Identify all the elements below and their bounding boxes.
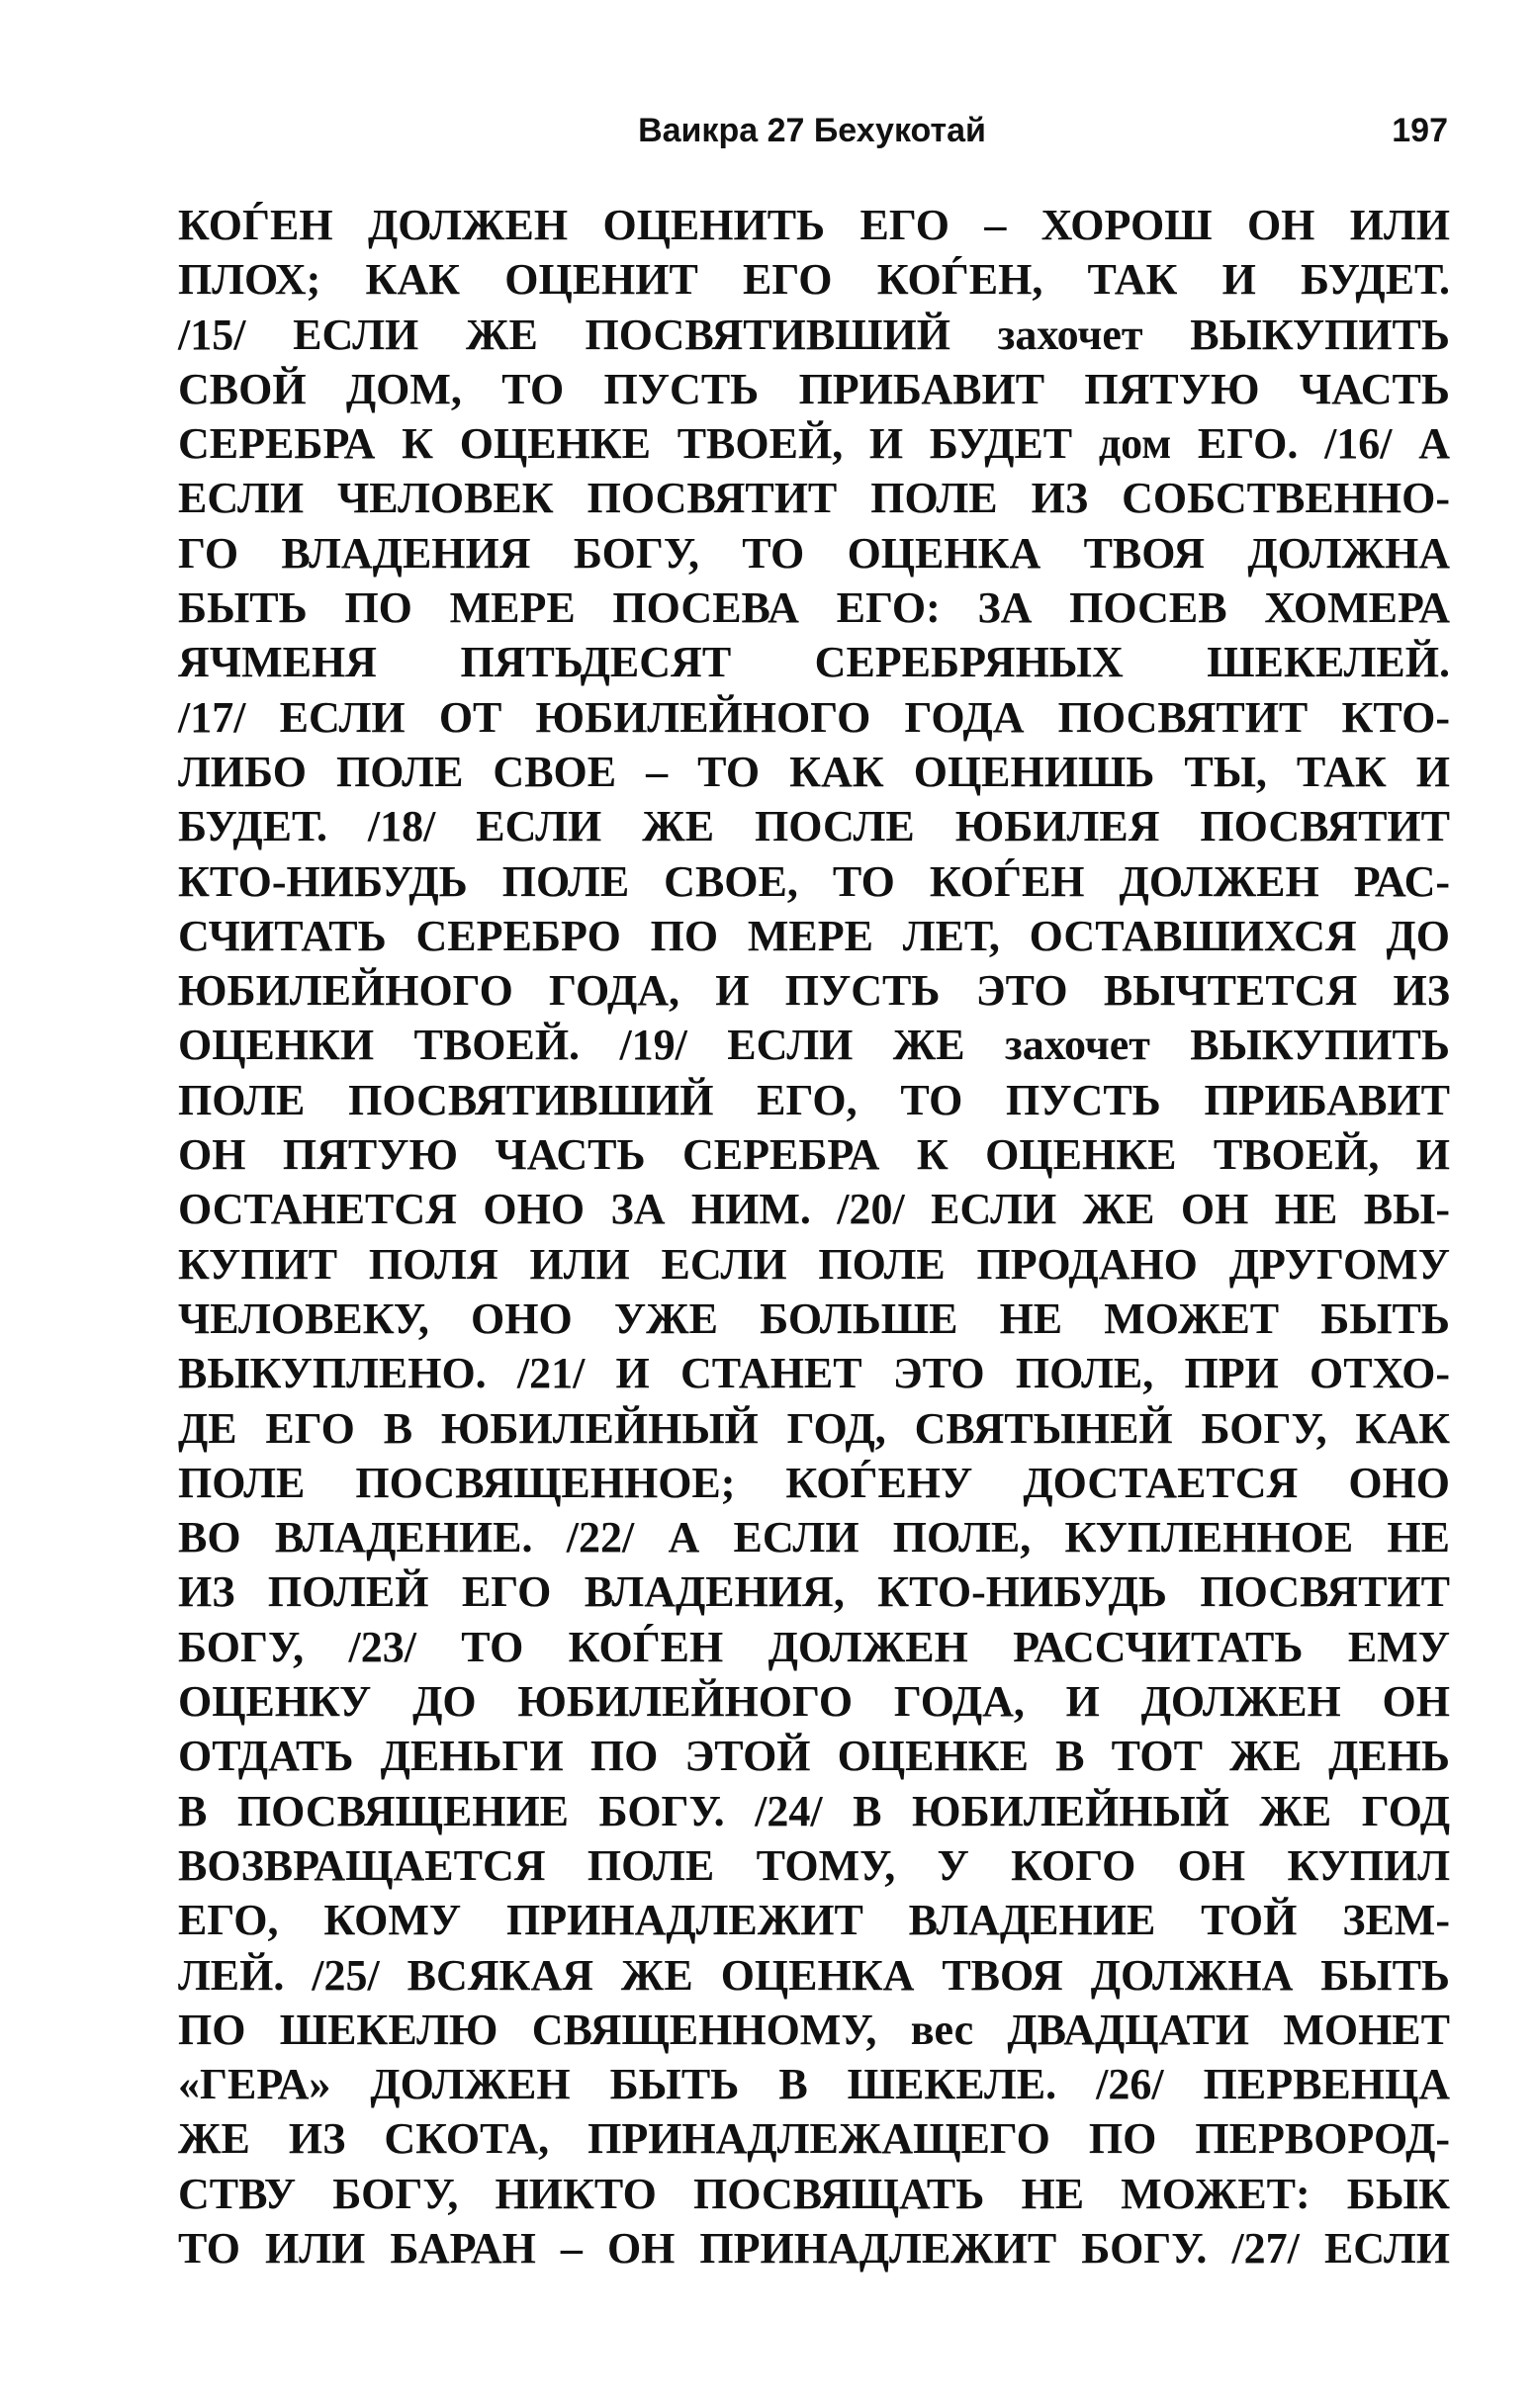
text-line: ОЦЕНКУ ДО ЮБИЛЕЙНОГО ГОДА, И ДОЛЖЕН ОН bbox=[178, 1677, 1450, 1727]
text-line: КОЃЕН ДОЛЖЕН ОЦЕНИТЬ ЕГО – ХОРОШ ОН ИЛИ bbox=[178, 201, 1450, 249]
text-line: ПЛОХ; КАК ОЦЕНИТ ЕГО КОЃЕН, ТАК И БУДЕТ. bbox=[178, 255, 1450, 305]
text-line: БУДЕТ. /18/ ЕСЛИ ЖЕ ПОСЛЕ ЮБИЛЕЯ ПОСВЯТИТ bbox=[178, 802, 1450, 851]
text-line: СТВУ БОГУ, НИКТО ПОСВЯЩАТЬ НЕ МОЖЕТ: БЫК bbox=[178, 2169, 1450, 2218]
text-line: КТО-НИБУДЬ ПОЛЕ СВОЕ, ТО КОЃЕН ДОЛЖЕН РАС- bbox=[178, 856, 1450, 906]
text-line: ВО ВЛАДЕНИЕ. /22/ А ЕСЛИ ПОЛЕ, КУПЛЕННОЕ НЕ bbox=[178, 1513, 1450, 1562]
text-line: ИЗ ПОЛЕЙ ЕГО ВЛАДЕНИЯ, КТО-НИБУДЬ ПОСВЯТИТ bbox=[178, 1567, 1450, 1617]
text-line: ВЫКУПЛЕНО. /21/ И СТАНЕТ ЭТО ПОЛЕ, ПРИ ОТХО- bbox=[178, 1349, 1450, 1398]
text-line: ДЕ ЕГО В ЮБИЛЕЙНЫЙ ГОД, СВЯТЫНЕЙ БОГУ, КАК bbox=[178, 1403, 1450, 1453]
text-line: ЖЕ ИЗ СКОТА, ПРИНАДЛЕЖАЩЕГО ПО ПЕРВОРОД- bbox=[178, 2114, 1450, 2164]
text-line: ЯЧМЕНЯ ПЯТЬДЕСЯТ СЕРЕБРЯНЫХ ШЕКЕЛЕЙ. bbox=[178, 638, 1450, 687]
text-line: «ГЕРА» ДОЛЖЕН БЫТЬ В ШЕКЕЛЕ. /26/ ПЕРВЕНЦА bbox=[178, 2060, 1450, 2109]
text-line: ОЦЕНКИ ТВОЕЙ. /19/ ЕСЛИ ЖЕ захочет ВЫКУПИТЬ bbox=[178, 1021, 1450, 1070]
text-line: ЕГО, КОМУ ПРИНАДЛЕЖИТ ВЛАДЕНИЕ ТОЙ ЗЕМ- bbox=[178, 1896, 1450, 1945]
text-line: В ПОСВЯЩЕНИЕ БОГУ. /24/ В ЮБИЛЕЙНЫЙ ЖЕ ГОД bbox=[178, 1786, 1450, 1835]
text-line: ЛЕЙ. /25/ ВСЯКАЯ ЖЕ ОЦЕНКА ТВОЯ ДОЛЖНА БЫТЬ bbox=[178, 1950, 1450, 2000]
text-line: СЧИТАТЬ СЕРЕБРО ПО МЕРЕ ЛЕТ, ОСТАВШИХСЯ ДО bbox=[178, 911, 1450, 960]
running-title: Ваикра 27 Бехукотай bbox=[638, 112, 986, 149]
text-line: КУПИТ ПОЛЯ ИЛИ ЕСЛИ ПОЛЕ ПРОДАНО ДРУГОМУ bbox=[178, 1239, 1450, 1289]
text-line: ВОЗВРАЩАЕТСЯ ПОЛЕ ТОМУ, У КОГО ОН КУПИЛ bbox=[178, 1840, 1450, 1890]
text-line: ПОЛЕ ПОСВЯТИВШИЙ ЕГО, ТО ПУСТЬ ПРИБАВИТ bbox=[178, 1075, 1450, 1124]
text-line: ТО ИЛИ БАРАН – ОН ПРИНАДЛЕЖИТ БОГУ. /27/ ЕСЛИ bbox=[178, 2223, 1450, 2273]
text-line: ПО ШЕКЕЛЮ СВЯЩЕННОМУ, вес ДВАДЦАТИ МОНЕТ bbox=[178, 2005, 1450, 2054]
text-line: ЮБИЛЕЙНОГО ГОДА, И ПУСТЬ ЭТО ВЫЧТЕТСЯ ИЗ bbox=[178, 966, 1450, 1016]
text-line: СЕРЕБРА К ОЦЕНКЕ ТВОЕЙ, И БУДЕТ дом ЕГО. /16/ А bbox=[178, 419, 1450, 469]
text-line: /15/ ЕСЛИ ЖЕ ПОСВЯТИВШИЙ захочет ВЫКУПИТЬ bbox=[178, 310, 1450, 359]
text-line: БОГУ, /23/ ТО КОЃЕН ДОЛЖЕН РАССЧИТАТЬ ЕМУ bbox=[178, 1622, 1450, 1671]
text-line: ЛИБО ПОЛЕ СВОЕ – ТО КАК ОЦЕНИШЬ ТЫ, ТАК И bbox=[178, 747, 1450, 796]
text-line: ОН ПЯТУЮ ЧАСТЬ СЕРЕБРА К ОЦЕНКЕ ТВОЕЙ, И bbox=[178, 1130, 1450, 1180]
text-line: БЫТЬ ПО МЕРЕ ПОСЕВА ЕГО: ЗА ПОСЕВ ХОМЕРА bbox=[178, 583, 1450, 633]
text-line: СВОЙ ДОМ, ТО ПУСТЬ ПРИБАВИТ ПЯТУЮ ЧАСТЬ bbox=[178, 364, 1450, 413]
text-line: ОТДАТЬ ДЕНЬГИ ПО ЭТОЙ ОЦЕНКЕ В ТОТ ЖЕ ДЕНЬ bbox=[178, 1732, 1450, 1781]
page-number: 197 bbox=[1392, 112, 1448, 149]
body-text bbox=[178, 198, 1450, 2275]
text-line: ОСТАНЕТСЯ ОНО ЗА НИМ. /20/ ЕСЛИ ЖЕ ОН НЕ ВЫ- bbox=[178, 1185, 1450, 1234]
text-line: ЧЕЛОВЕКУ, ОНО УЖЕ БОЛЬШЕ НЕ МОЖЕТ БЫТЬ bbox=[178, 1293, 1450, 1343]
page-header bbox=[176, 101, 1448, 170]
text-line: ГО ВЛАДЕНИЯ БОГУ, ТО ОЦЕНКА ТВОЯ ДОЛЖНА bbox=[178, 528, 1450, 578]
text-line: ЕСЛИ ЧЕЛОВЕК ПОСВЯТИТ ПОЛЕ ИЗ СОБСТВЕННО- bbox=[178, 474, 1450, 523]
text-line: ПОЛЕ ПОСВЯЩЕННОЕ; КОЃЕНУ ДОСТАЕТСЯ ОНО bbox=[178, 1458, 1450, 1507]
text-line: /17/ ЕСЛИ ОТ ЮБИЛЕЙНОГО ГОДА ПОСВЯТИТ КТО- bbox=[178, 692, 1450, 742]
